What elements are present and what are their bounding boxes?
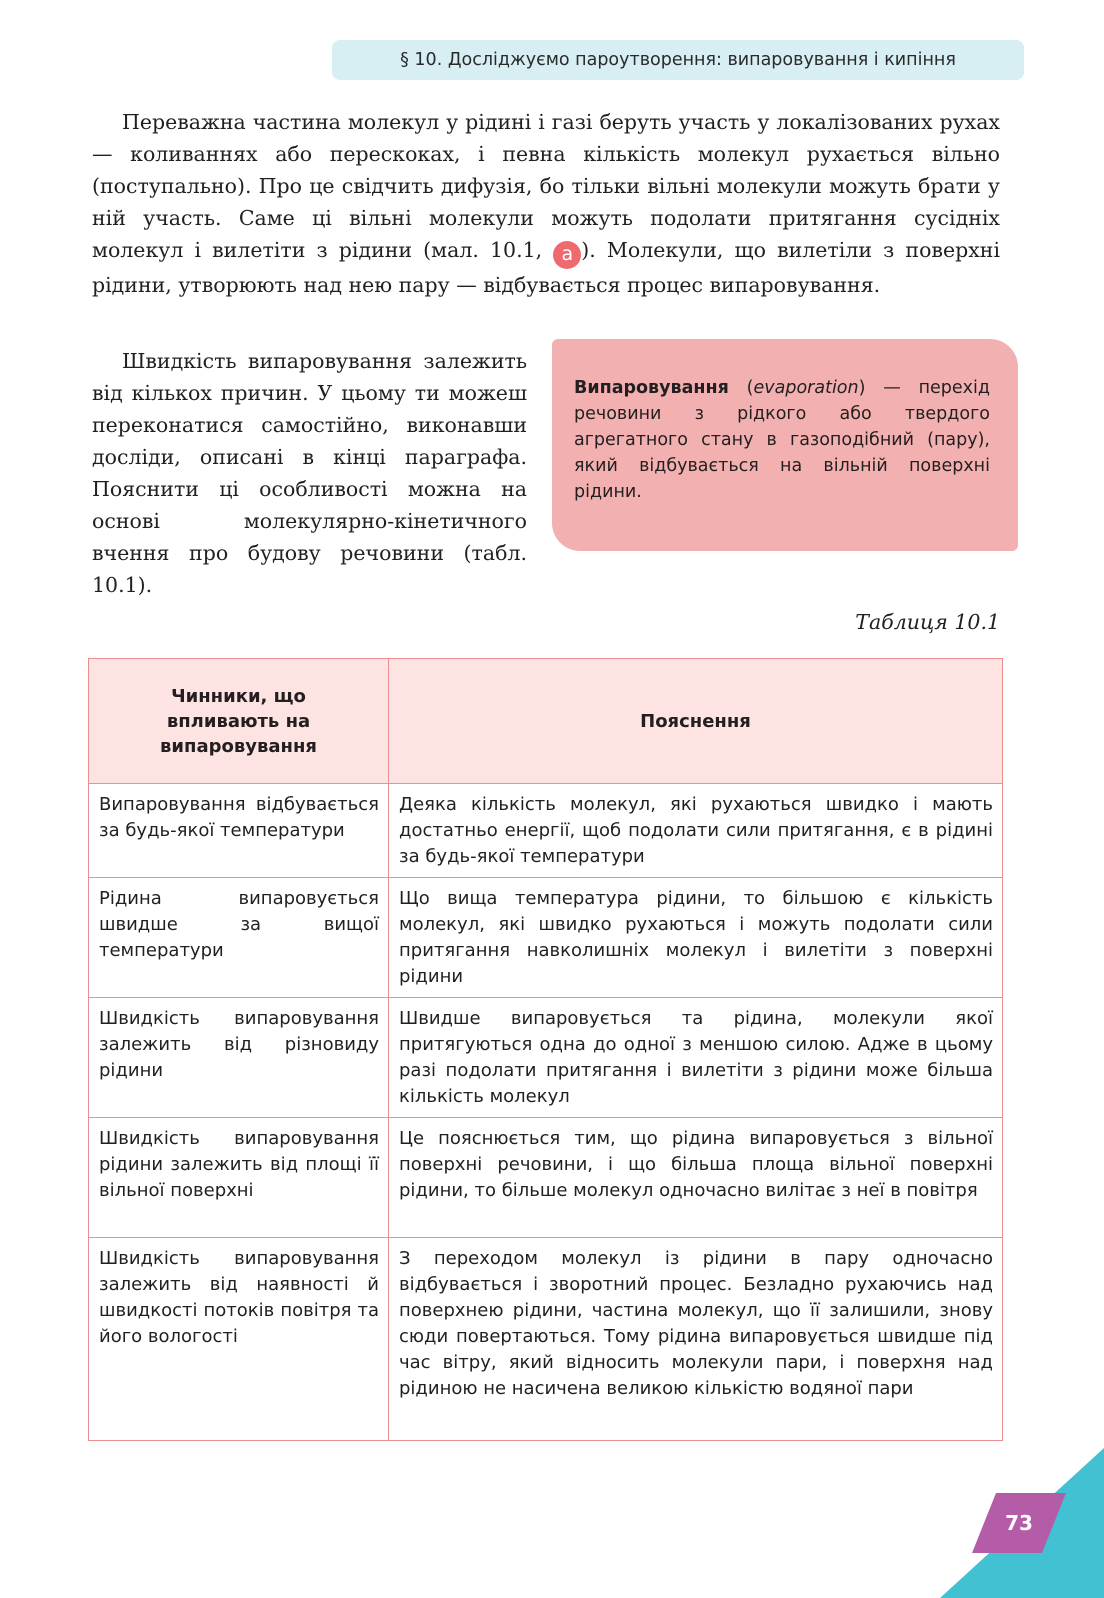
intro-paragraph: [92, 106, 1000, 301]
table-row: [89, 1238, 1003, 1441]
table-caption: Таблиця 10.1: [855, 610, 1000, 634]
figure-marker-badge: а: [553, 241, 581, 269]
explanation-cell: Це пояснюється тим, що рідина випаровується з вільної поверхні речовини, і що більша площа вільної поверхні рідини, то більше молекул одночасно вилітає з неї в повітря: [389, 1118, 1003, 1238]
evaporation-factors-table: [88, 658, 1003, 1441]
table-header-row: [89, 659, 1003, 784]
factor-cell: Швидкість випаровування залежить від наявності й швидкості потоків повітря та його вологості: [89, 1238, 389, 1441]
definition-close-paren: ): [858, 378, 866, 398]
table-row: [89, 1118, 1003, 1238]
definition-open-paren: (: [728, 378, 754, 398]
table-row: [89, 878, 1003, 998]
definition-box: [552, 339, 1018, 551]
section-title: § 10. Досліджуємо пароутворення: випаровування і кипіння: [400, 50, 956, 70]
intro-text-part2: ). Молекули, що вилетіли з поверхні рідини, утворюють над нею пару — відбувається процес випаровування.: [92, 238, 1000, 297]
explanation-cell: З переходом молекул із рідини в пару одночасно відбувається і зворотний процес. Безладно рухаючись над поверхнею рідини, частина молекул, що її залишили, знову сюди повертаються. Тому рідина випаровується швидше під час вітру, який відносить молекули пари, і поверхня над рідиною не насичена великою кількістю водяної пари: [389, 1238, 1003, 1441]
table-header-factors: Чинники, що впливають на випаровування: [89, 659, 389, 784]
explanation-cell: Що вища температура рідини, то більшою є кількість молекул, які швидко рухаються і можуть подолати сили притягання навколишніх молекул і вилетіти з поверхні рідини: [389, 878, 1003, 998]
factor-cell: Рідина випаровується швидше за вищої температури: [89, 878, 389, 998]
definition-text: — перехід речовини з рідкого або твердого агрегатного стану в газоподібний (пару), який відбувається на вільній поверхні рідини.: [574, 378, 990, 502]
evaporation-speed-paragraph: Швидкість випаровування залежить від кількох причин. У цьому ти можеш переконатися самостійно, виконавши досліди, описані в кінці параграфа. Пояснити ці особливості можна на основі молекулярно-кінетичного вчення про будову речовини (табл. 10.1).: [92, 349, 527, 597]
factor-cell: Випаровування відбувається за будь-якої температури: [89, 784, 389, 878]
section-header: [332, 40, 1024, 80]
definition-english: evaporation: [753, 378, 859, 398]
table-row: [89, 784, 1003, 878]
table-header-explanation: Пояснення: [389, 659, 1003, 784]
definition-term: Випаровування: [574, 378, 729, 398]
table-row: [89, 998, 1003, 1118]
page-number-badge: [972, 1493, 1066, 1553]
explanation-cell: Швидше випаровується та рідина, молекули якої притягуються одна до одної з меншою силою. Адже в цьому разі подолати притягання і вилетіти з рідини може більша кількість молекул: [389, 998, 1003, 1118]
intro-text-part1: Переважна частина молекул у рідині і газі беруть участь у локалізованих рухах — коливаннях або перескоках, і певна кількість молекул рухається вільно (поступально). Про це свідчить дифузія, бо тільки вільні молекули можуть брати у ній участь. Саме ці вільні молекули можуть подолати притягання сусідніх молекул і вилетіти з рідини (мал. 10.1,: [92, 110, 1000, 262]
factor-cell: Швидкість випаровування залежить від різновиду рідини: [89, 998, 389, 1118]
explanation-cell: Деяка кількість молекул, які рухаються швидко і мають достатньо енергії, щоб подолати сили притягання, є в рідині за будь-якої температури: [389, 784, 1003, 878]
page-number: 73: [1005, 1511, 1033, 1535]
factor-cell: Швидкість випаровування рідини залежить від площі її вільної поверхні: [89, 1118, 389, 1238]
